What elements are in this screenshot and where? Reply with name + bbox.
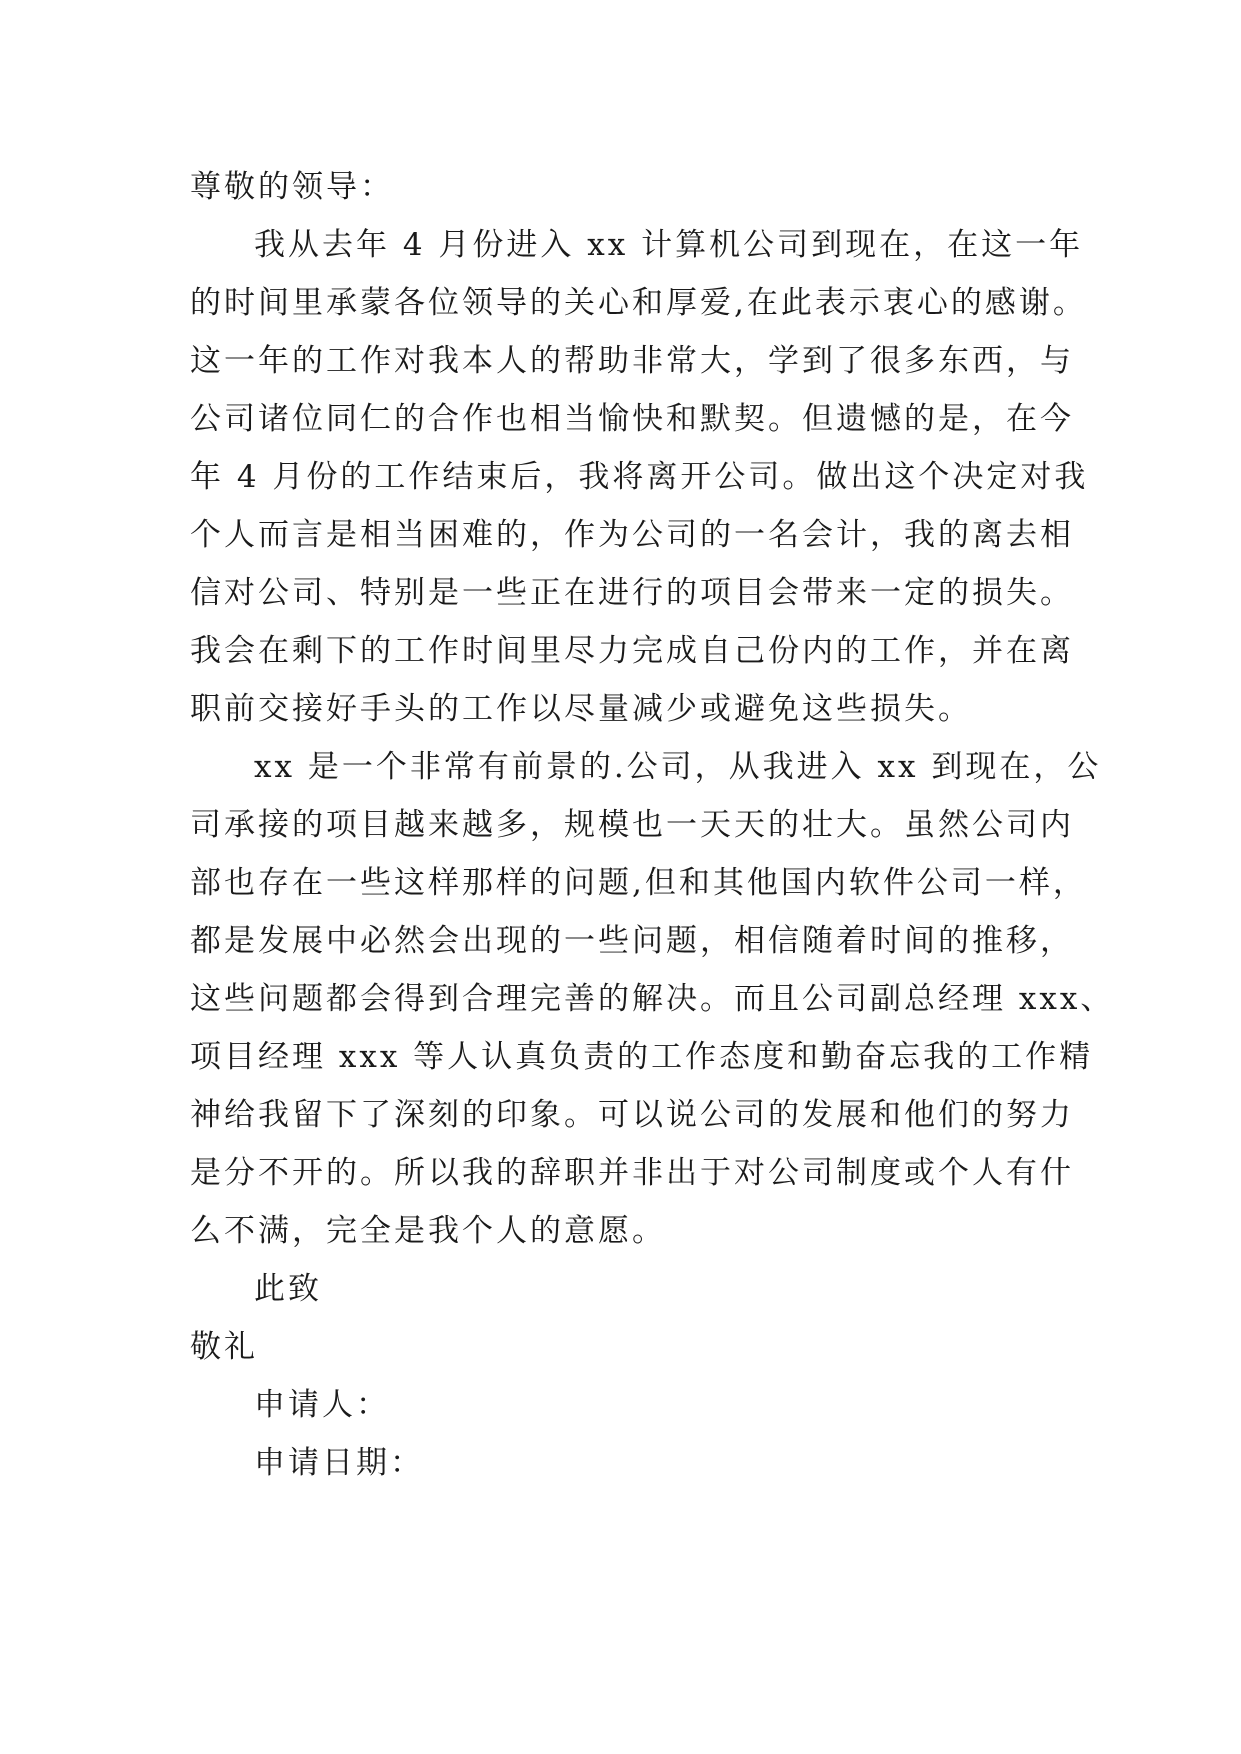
paragraph-line: 职前交接好手头的工作以尽量减少或避免这些损失。: [190, 691, 972, 727]
closing-salute: 敬礼: [190, 1329, 258, 1365]
paragraph-line: 么不满，完全是我个人的意愿。: [190, 1213, 666, 1249]
application-date-label: 申请日期：: [254, 1445, 424, 1481]
paragraph-line: 公司诸位同仁的合作也相当愉快和默契。但遗憾的是，在今: [190, 401, 1074, 437]
salutation: 尊敬的领导：: [190, 169, 394, 205]
paragraph-2: [190, 738, 1115, 1260]
resignation-letter: [190, 158, 1115, 1492]
paragraph-line: 这些问题都会得到合理完善的解决。而且公司副总经理 xxx、: [190, 981, 1115, 1017]
paragraph-line: xx 是一个非常有前景的.公司，从我进入 xx 到现在，公: [254, 749, 1102, 785]
paragraph-line: 的时间里承蒙各位领导的关心和厚爱,在此表示衷心的感谢。: [190, 285, 1087, 321]
paragraph-line: 年 4 月份的工作结束后，我将离开公司。做出这个决定对我: [190, 459, 1089, 495]
paragraph-line: 我从去年 4 月份进入 xx 计算机公司到现在，在这一年: [254, 227, 1084, 263]
paragraph-line: 信对公司、特别是一些正在进行的项目会带来一定的损失。: [190, 575, 1074, 611]
paragraph-line: 是分不开的。所以我的辞职并非出于对公司制度或个人有什: [190, 1155, 1074, 1191]
paragraph-line: 司承接的项目越来越多，规模也一天天的壮大。虽然公司内: [190, 807, 1074, 843]
paragraph-line: 这一年的工作对我本人的帮助非常大，学到了很多东西，与: [190, 343, 1074, 379]
paragraph-1: [190, 216, 1089, 738]
paragraph-line: 神给我留下了深刻的印象。可以说公司的发展和他们的努力: [190, 1097, 1074, 1133]
applicant-label: 申请人：: [254, 1387, 390, 1423]
paragraph-line: 个人而言是相当困难的，作为公司的一名会计，我的离去相: [190, 517, 1074, 553]
closing-greeting: 此致: [254, 1271, 322, 1307]
paragraph-line: 我会在剩下的工作时间里尽力完成自己份内的工作，并在离: [190, 633, 1074, 669]
paragraph-line: 都是发展中必然会出现的一些问题，相信随着时间的推移，: [190, 923, 1074, 959]
paragraph-line: 项目经理 xxx 等人认真负责的工作态度和勤奋忘我的工作精: [190, 1039, 1094, 1075]
paragraph-line: 部也存在一些这样那样的问题,但和其他国内软件公司一样，: [190, 865, 1087, 901]
